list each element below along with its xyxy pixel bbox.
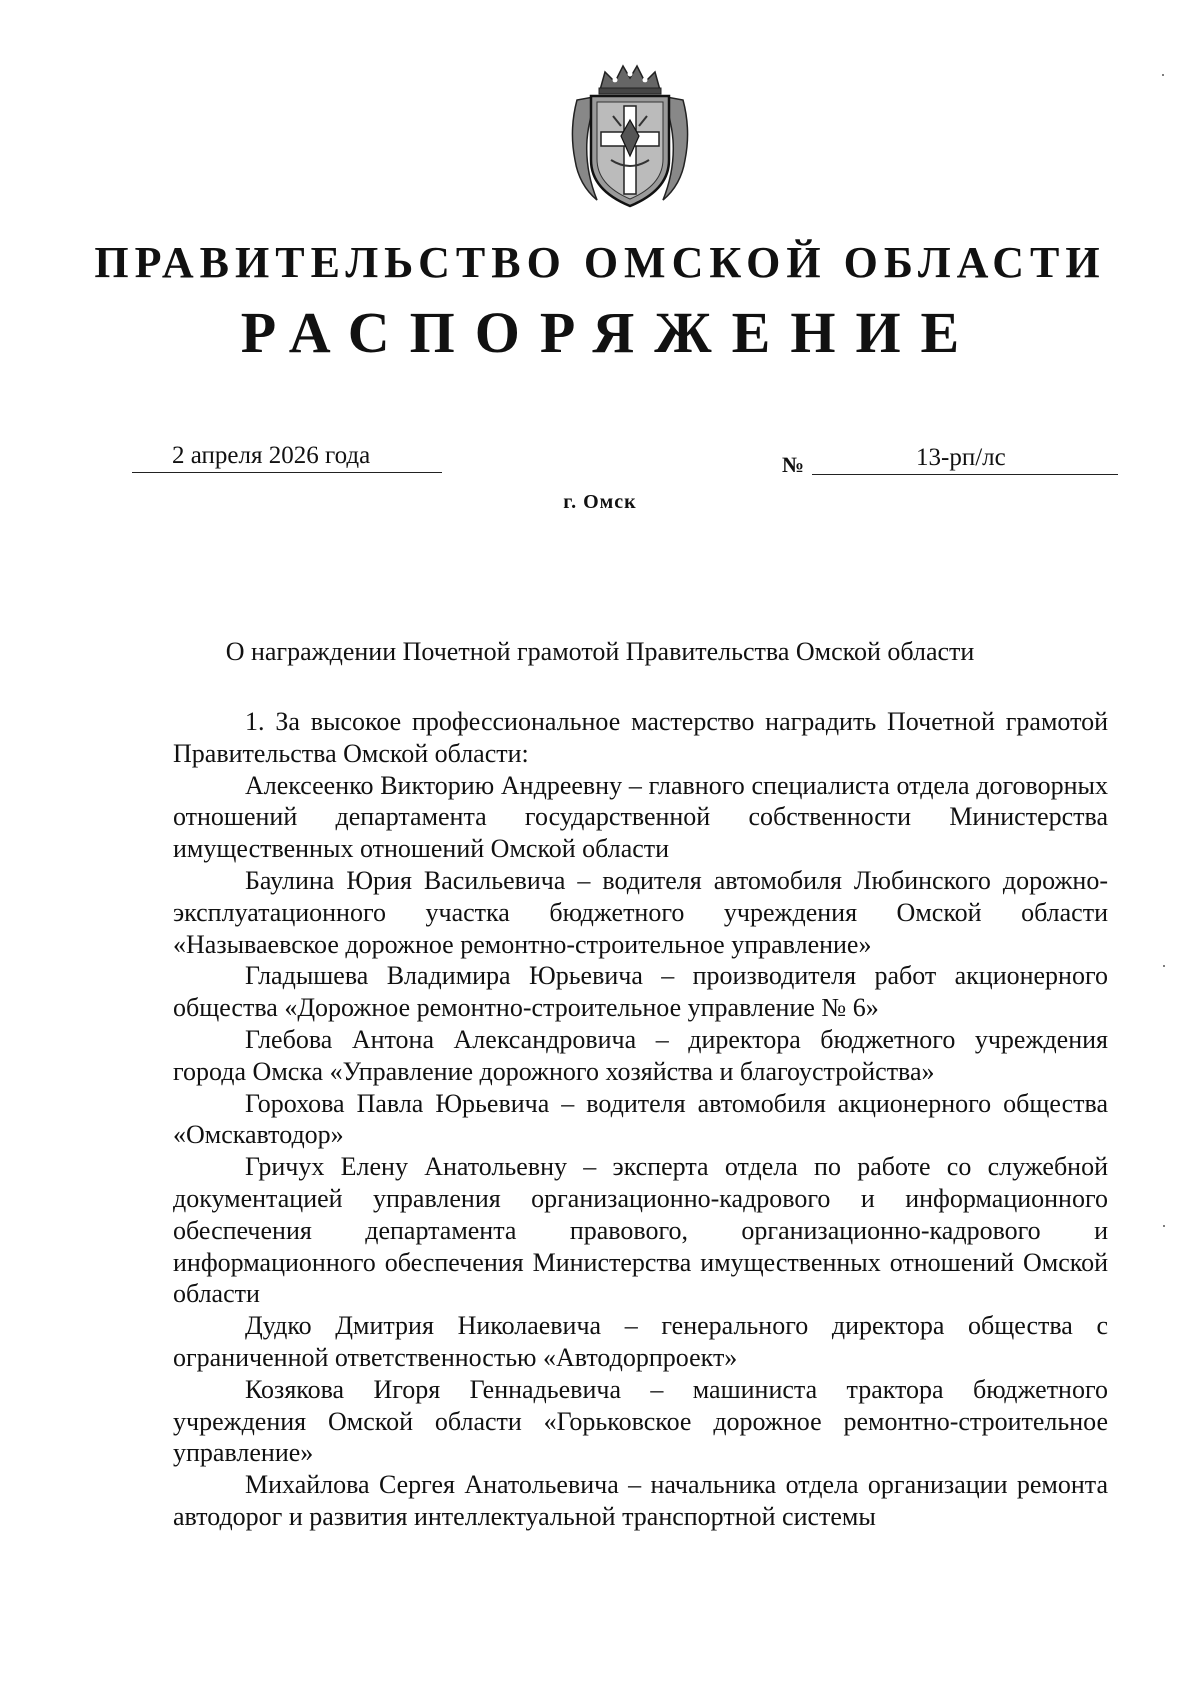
awardee-paragraph: Гладышева Владимира Юрьевича – производителя работ акционерного общества «Дорожное ремонтно-строительное управление № 6»: [173, 961, 1108, 1023]
awardee-paragraph: Баулина Юрия Васильевича – водителя автомобиля Любинского дорожно-эксплуатационного участка бюджетного учреждения Омской области «Называевское дорожное ремонтно-строительное управление»: [173, 865, 1108, 959]
document-number: 13-рп/лс: [916, 444, 1006, 471]
awardee-paragraph: Алексеенко Викторию Андреевну – главного специалиста отдела договорных отношений департамента государственной собственности Министерства имущественных отношений Омской области: [173, 770, 1108, 864]
document-type-title: РАСПОРЯЖЕНИЕ: [240, 300, 980, 365]
date-field: [132, 442, 442, 473]
number-label: №: [782, 452, 805, 477]
document-date: 2 апреля 2026 года: [172, 442, 371, 469]
organization-title: ПРАВИТЕЛЬСТВО ОМСКОЙ ОБЛАСТИ: [94, 238, 1106, 287]
scan-speck: [1162, 74, 1164, 76]
awardee-paragraph: Михайлова Сергея Анатольевича – начальника отдела организации ремонта автодорог и развития интеллектуальной транспортной системы: [173, 1470, 1108, 1531]
number-field: [812, 444, 1118, 475]
document-body: [173, 706, 1108, 1533]
coat-of-arms-icon: [567, 60, 693, 210]
awardee-paragraph: Горохова Павла Юрьевича – водителя автомобиля акционерного общества «Омскавтодор»: [173, 1088, 1108, 1150]
awardee-paragraph: Гричух Елену Анатольевну – эксперта отдела по работе со служебной документацией управления организационно-кадрового и информационного обеспечения департамента правового, организационно-кадрового и информационного обеспечения Министерства имущественных отношений Омской области: [173, 1152, 1108, 1309]
awardee-paragraph: Глебова Антона Александровича – директора бюджетного учреждения города Омска «Управление дорожного хозяйства и благоустройства»: [173, 1024, 1108, 1086]
awardee-paragraph: Дудко Дмитрия Николаевича – генерального директора общества с ограниченной ответственностью «Автодорпроект»: [173, 1311, 1108, 1372]
scan-speck: [1163, 965, 1165, 967]
paragraph-intro: 1. За высокое профессиональное мастерство наградить Почетной грамотой Правительства Омской области:: [173, 707, 1108, 768]
city-label: г. Омск: [563, 491, 637, 513]
awardee-paragraph: Козякова Игоря Геннадьевича – машиниста трактора бюджетного учреждения Омской области «Горьковское дорожное ремонтно-строительное управление»: [173, 1374, 1108, 1468]
document-subject: О награждении Почетной грамотой Правительства Омской области: [225, 637, 975, 666]
scan-speck: [1163, 1225, 1165, 1227]
